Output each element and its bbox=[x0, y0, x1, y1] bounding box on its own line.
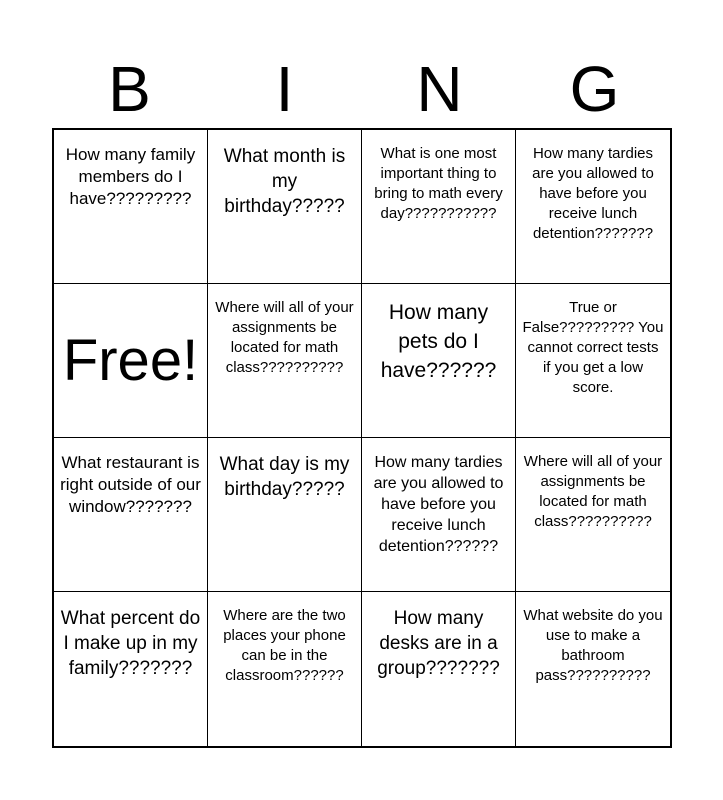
bingo-cell bbox=[516, 130, 670, 284]
free-space-label: Free! bbox=[62, 327, 199, 393]
cell-text: How many pets do I have?????? bbox=[380, 301, 497, 382]
bingo-cell bbox=[362, 438, 516, 592]
header-letter-b: B bbox=[108, 53, 151, 125]
bingo-cell bbox=[516, 592, 670, 746]
cell-text: What is one most important thing to bring to math every day??????????? bbox=[374, 145, 503, 222]
cell-text: How many family members do I have????????? bbox=[65, 145, 196, 208]
cell-text: Where will all of your assignments be located for math class?????????? bbox=[215, 299, 354, 376]
bingo-cell bbox=[208, 284, 362, 438]
bingo-cell bbox=[208, 592, 362, 746]
cell-text: Where are the two places your phone can be in the classroom?????? bbox=[223, 607, 346, 684]
bingo-cell bbox=[54, 592, 208, 746]
cell-text: What month is my birthday????? bbox=[223, 146, 346, 217]
cell-text: How many tardies are you allowed to have before you receive lunch detention?????? bbox=[373, 454, 504, 555]
free-space-cell bbox=[54, 284, 208, 438]
cell-text: What day is my birthday????? bbox=[219, 454, 350, 500]
cell-text: What website do you use to make a bathroom pass?????????? bbox=[523, 607, 663, 684]
cell-text: How many tardies are you allowed to have before you receive lunch detention??????? bbox=[532, 145, 654, 242]
cell-text: What percent do I make up in my family??????? bbox=[60, 608, 201, 679]
cell-text: How many desks are in a group??????? bbox=[377, 608, 500, 679]
bingo-cell bbox=[516, 284, 670, 438]
cell-text: Where will all of your assignments be located for math class?????????? bbox=[523, 453, 663, 530]
bingo-cell bbox=[54, 438, 208, 592]
bingo-cell bbox=[362, 592, 516, 746]
bingo-cell bbox=[362, 284, 516, 438]
header-letter-g: G bbox=[569, 53, 620, 125]
header-letter-i: I bbox=[275, 53, 294, 125]
bingo-header bbox=[52, 50, 672, 128]
bingo-cell bbox=[208, 130, 362, 284]
bingo-cell bbox=[54, 130, 208, 284]
cell-text: True or False????????? You cannot correct tests if you get a low score. bbox=[522, 299, 664, 396]
bingo-cell bbox=[208, 438, 362, 592]
cell-text: What restaurant is right outside of our window??????? bbox=[60, 453, 201, 516]
header-letter-n: N bbox=[416, 53, 463, 125]
bingo-board bbox=[52, 128, 672, 748]
bingo-cell bbox=[362, 130, 516, 284]
bingo-cell bbox=[516, 438, 670, 592]
